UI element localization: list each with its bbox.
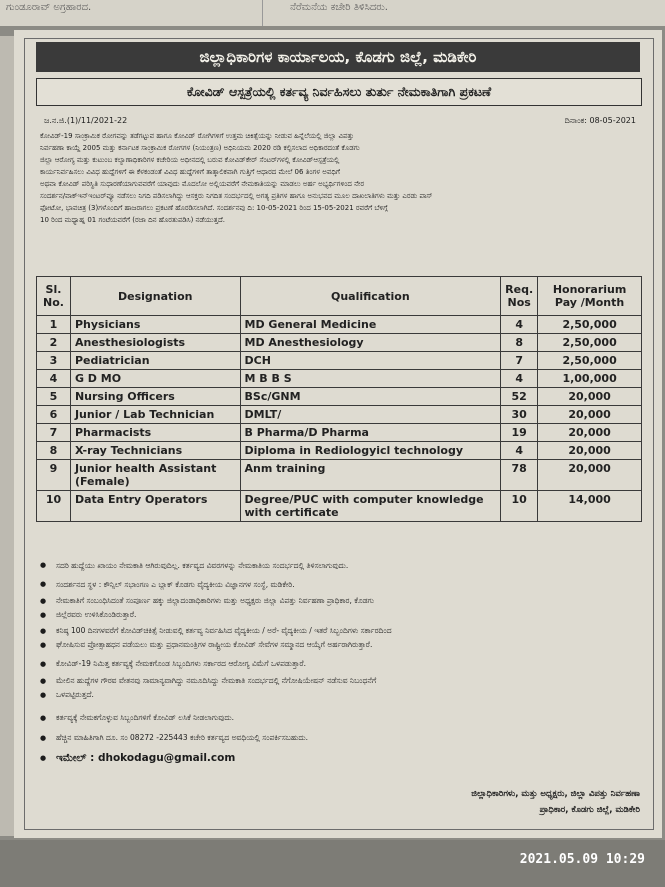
cell-qualification: MD Anesthesiology — [240, 334, 501, 352]
adjacent-text-right: ನೆರೆಮನೆಯ ಕಚೇರಿ ತಿಳಿಸಿದರು. — [290, 2, 388, 13]
cell-designation: G D MO — [70, 370, 240, 388]
cell-qualification: DCH — [240, 352, 501, 370]
table-row — [37, 442, 642, 460]
cell-req: 7 — [501, 352, 538, 370]
cell-qualification: DMLT/ — [240, 406, 501, 424]
cell-qualification: Anm training — [240, 460, 501, 491]
cell-designation: Data Entry Operators — [70, 491, 240, 522]
table-row — [37, 370, 642, 388]
cell-req: 52 — [501, 388, 538, 406]
cell-sl: 10 — [37, 491, 71, 522]
intro-line: ಜಿಲ್ಲಾ ಆರೋಗ್ಯ ಮತ್ತು ಕುಟುಂಬ ಕಲ್ಯಾಣಾಧಿಕಾರಿಗಳ ಕಚೇರಿಯ ಅಧೀನದಲ್ಲಿ ಬರುವ ಕೋವಿಡ್‌ಕೇರ್ ಸೆಂಟರ್‌ಗಳಲ್ಲಿ ಕೋವಿಡ್‌ಆಸ್ಪತ್ರೆಯಲ್ಲಿ — [40, 156, 340, 164]
cell-sl: 7 — [37, 424, 71, 442]
note-item: ● ಮೇಲಿನ ಹುದ್ದೆಗಳ ಗೌರವ ವೇತನವು ಸಾಮಾನ್ಯವಾಗಿದ್ದು ನಮೂದಿಸಿದ್ದು ನೇಮಕಾತಿ ಸಂದರ್ಭದಲ್ಲಿ ನೆಗೋಷಿಯೇಷನ್ ನಡೆಸುವ ನಿಬಂಧನೆಗೆ — [40, 674, 640, 688]
column-divider — [262, 0, 263, 26]
cell-pay: 2,50,000 — [538, 334, 642, 352]
header-honorarium: Honorarium Pay /Month — [538, 277, 642, 316]
signature-line-2: ಪ್ರಾಧಿಕಾರ, ಕೊಡಗು ಜಿಲ್ಲೆ, ಮಡಿಕೇರಿ — [539, 805, 640, 815]
cell-sl: 2 — [37, 334, 71, 352]
photo-timestamp: 2021.05.09 10:29 — [519, 852, 645, 867]
cell-pay: 1,00,000 — [538, 370, 642, 388]
table-row — [37, 424, 642, 442]
header-qualification: Qualification — [240, 277, 501, 316]
note-continuation: ● ಒಳಪಟ್ಟಿರುತ್ತದೆ. — [40, 688, 640, 708]
office-banner: ಜಿಲ್ಲಾಧಿಕಾರಿಗಳ ಕಾರ್ಯಾಲಯ, ಕೊಡಗು ಜಿಲ್ಲೆ, ಮಡಿಕೇರಿ — [36, 42, 640, 72]
table-row — [37, 334, 642, 352]
cell-designation: Pediatrician — [70, 352, 240, 370]
cell-req: 8 — [501, 334, 538, 352]
cell-pay: 20,000 — [538, 388, 642, 406]
cell-pay: 20,000 — [538, 460, 642, 491]
table-row — [37, 460, 642, 491]
notice-subtitle: ಕೋವಿಡ್ ಆಸ್ಪತ್ರೆಯಲ್ಲಿ ಕರ್ತವ್ಯ ನಿರ್ವಹಿಸಲು ತುರ್ತು ನೇಮಕಾತಿಗಾಗಿ ಪ್ರಕಟಣೆ — [36, 78, 642, 106]
table-header-row — [37, 277, 642, 316]
cell-req: 30 — [501, 406, 538, 424]
cell-sl: 1 — [37, 316, 71, 334]
note-item: ● ಹೆಚ್ಚಿನ ಮಾಹಿತಿಗಾಗಿ ದೂ. ಸಂ 08272 -225443 ಕಚೇರಿ ಕರ್ತವ್ಯದ ಅವಧಿಯಲ್ಲಿ ಸಂಪರ್ಕಿಸಬಹುದು. — [40, 728, 640, 748]
cell-pay: 2,50,000 — [538, 316, 642, 334]
note-continuation: ● ಘೋಷಿಸುವ ಪ್ರೋತ್ಸಾಹಧನ ಪಡೆಯಲು ಮತ್ತು ಪ್ರಧಾನಮಂತ್ರಿಗಳ ರಾಷ್ಟ್ರೀಯ ಕೋವಿಡ್ ಸೇವೆಗಳ ಸಮ್ಮಾನದ ಆಯ್ಕೆಗೆ ಅರ್ಹರಾಗಿರುತ್ತಾರೆ. — [40, 638, 640, 654]
adjacent-text-left: ಗುಂಡೂರಾವ್ ಅಗ್ರಹಾರದ. — [6, 2, 92, 13]
cell-sl: 3 — [37, 352, 71, 370]
cell-designation: Junior / Lab Technician — [70, 406, 240, 424]
note-continuation: ● ಜಿಲ್ಲೆರವರು ಉಳಿಸಿಕೊಂಡಿರುತ್ತಾರೆ. — [40, 608, 640, 624]
contact-email: ● ಇಮೇಲ್ : dhokodagu@gmail.com — [40, 748, 640, 768]
table-row — [37, 352, 642, 370]
cell-sl: 6 — [37, 406, 71, 424]
cell-pay: 20,000 — [538, 424, 642, 442]
reference-line — [44, 116, 640, 126]
intro-line: ಅಥವಾ ಕೋವಿಡ್ ಪರಿಸ್ಥಿತಿ ಸುಧಾರಣೆಯಾಗುವವರೆಗೆ ಯಾವುದು ಮೊದಲೋ ಅಲ್ಲಿಯವರೆಗೆ ನೇಮಕಾತಿಯನ್ನು ಮಾಡಲು ಅರ್ಹ ಅಭ್ಯರ್ಥಿಗಳಿಂದ ನೇರ — [40, 180, 365, 188]
table-row — [37, 406, 642, 424]
note-item: ● ಸಂದರ್ಶನದ ಸ್ಥಳ : ಕೌನ್ಸಿಲ್ ಸಭಾಂಗಣ ಎ ಬ್ಲಾಕ್ ಕೊಡಗು ವೈದ್ಯಕೀಯ ವಿಜ್ಞಾನಗಳ ಸಂಸ್ಥೆ, ಮಡಿಕೇರಿ. — [40, 575, 640, 594]
cell-qualification: B Pharma/D Pharma — [240, 424, 501, 442]
cell-sl: 5 — [37, 388, 71, 406]
cell-designation: Anesthesiologists — [70, 334, 240, 352]
adjacent-page-strip — [0, 0, 665, 26]
notes-list — [40, 556, 640, 768]
header-designation: Designation — [70, 277, 240, 316]
signature-line-1: ಜಿಲ್ಲಾಧಿಕಾರಿಗಳು, ಮತ್ತು ಅಧ್ಯಕ್ಷರು, ಜಿಲ್ಲಾ ವಿಪತ್ತು ನಿರ್ವಹಣಾ — [471, 789, 640, 799]
cell-pay: 2,50,000 — [538, 352, 642, 370]
cell-qualification: MD General Medicine — [240, 316, 501, 334]
intro-line: ಕಾರ್ಯನಿರ್ವಹಿಸಲು ವಿವಿಧ ಹುದ್ದೆಗಳಿಗೆ ಈ ಕೆಳಕಂಡಂತೆ ವಿವಿಧ ಹುದ್ದೆಗಳಿಗೆ ತಾತ್ಕಾಲಿಕವಾಗಿ ಗುತ್ತಿಗೆ ಆಧಾರದ ಮೇಲೆ 06 ತಿಂಗಳ ಅವಧಿಗೆ — [40, 168, 340, 176]
cell-qualification: M B B S — [240, 370, 501, 388]
intro-paragraph — [40, 130, 640, 226]
cell-pay: 20,000 — [538, 442, 642, 460]
intro-line: ಫೋಟೋ, ಭಾವಚಿತ್ರ (3)ಗಳೊಂದಿಗೆ ಹಾಜರಾಗಲು ಪ್ರಕಟಣೆ ಹೊರಡಿಸಲಾಗಿದೆ. ಸಂದರ್ಶನವು ದಿ: 10-05-2021 ರಿಂದ 15-05-2021 ರವರೆಗೆ ಬೆಳಿಗ್ಗೆ — [40, 204, 388, 212]
cell-req: 4 — [501, 370, 538, 388]
reference-number: ಜ.ನ.ಜಿ.(1)/11/2021-22 — [44, 116, 128, 125]
cell-req: 78 — [501, 460, 538, 491]
cell-designation: Pharmacists — [70, 424, 240, 442]
note-item: ● ಕನಿಷ್ಠ 100 ದಿನಗಳವರೆಗೆ ಕೋವಿಡ್‌ಚಿಕಿತ್ಸೆ ನೀಡುವಲ್ಲಿ ಕರ್ತವ್ಯ ನಿರ್ವಹಿಸಿದ ವೈದ್ಯಕೀಯ / ಅರೆ- ವೈದ್ಯಕೀಯ / ಇತರೆ ಸಿಬ್ಬಂದಿಗಳು ಸರ್ಕಾರದಿಂದ — [40, 624, 640, 638]
adjacent-page-edge — [0, 36, 14, 836]
table-row — [37, 388, 642, 406]
cell-qualification: Degree/PUC with computer knowledge with certificate — [240, 491, 501, 522]
cell-qualification: BSc/GNM — [240, 388, 501, 406]
cell-pay: 20,000 — [538, 406, 642, 424]
cell-designation: X-ray Technicians — [70, 442, 240, 460]
notice-date: ದಿನಾಂಕ: 08-05-2021 — [564, 116, 636, 125]
cell-designation: Nursing Officers — [70, 388, 240, 406]
cell-sl: 8 — [37, 442, 71, 460]
note-item: ● ನೇಮಕಾತಿಗೆ ಸಂಬಂಧಿಸಿದಂತೆ ಸಂಪೂರ್ಣ ಹಕ್ಕು ಜಿಲ್ಲಾದಂಡಾಧಿಕಾರಿಗಳು ಮತ್ತು ಅಧ್ಯಕ್ಷರು ಜಿಲ್ಲಾ ವಿಪತ್ತು ನಿರ್ವಹಣಾ ಪ್ರಾಧಿಕಾರ, ಕೊಡಗು — [40, 594, 640, 608]
cell-req: 4 — [501, 316, 538, 334]
intro-line: ಸಂದರ್ಶನ/ವಾಕ್‌ಇನ್‌ಇಂಟರ್‌ವ್ಯೂ ನಡೆಸಲು ನಿಗದಿ ಪಡಿಸಲಾಗಿದ್ದು ಆಸಕ್ತರು ನಿಗದಿತ ಸಂದರ್ಭದಲ್ಲಿ ಅಗತ್ಯ ಪ್ರತಿಗಳ ಹಾಗೂ ಅನುಭವದ ಮೂಲ ದಾಖಲಾತಿಗಳು ಮತ್ತು ಎರಡು ಪಾಸ್ — [40, 192, 433, 200]
cell-qualification: Diploma in Rediologyicl technology — [240, 442, 501, 460]
cell-sl: 9 — [37, 460, 71, 491]
table-row — [37, 491, 642, 522]
intro-line: ಕೋವಿಡ್-19 ಸಾಂಕ್ರಾಮಿಕ ರೋಗವನ್ನು ತಡೆಗಟ್ಟುವ ಹಾಗೂ ಕೋವಿಡ್ ರೋಗಿಗಳಿಗೆ ಉತ್ತಮ ಚಿಕಿತ್ಸೆಯನ್ನು ನೀಡುವ ಹಿನ್ನೆಲೆಯಲ್ಲಿ ಜಿಲ್ಲಾ ವಿಪತ್ತು — [40, 132, 354, 140]
intro-line: ನಿರ್ವಹಣಾ ಕಾಯ್ದೆ 2005 ಮತ್ತು ಕರ್ನಾಟಕ ಸಾಂಕ್ರಾಮಿಕ ರೋಗಗಳ (ನಿಯಂತ್ರಣ) ಅಧಿನಿಯಮ 2020 ರಡಿ ಕಲ್ಪಿಸಲಾದ ಅಧಿಕಾರದಂತೆ ಕೊಡಗು — [40, 144, 360, 152]
note-item: ● ಸದರಿ ಹುದ್ದೆಯು ಖಾಯಂ ನೇಮಕಾತಿ ಆಗಿರುವುದಿಲ್ಲ. ಕರ್ತವ್ಯದ ವಿವರಗಳನ್ನು ನೇಮಕಾತಿಯ ಸಂದರ್ಭದಲ್ಲಿ ತಿಳಿಸಲಾಗುವುದು. — [40, 556, 640, 575]
signature-block — [360, 786, 640, 818]
cell-designation: Physicians — [70, 316, 240, 334]
cell-designation: Junior health Assistant (Female) — [70, 460, 240, 491]
note-item: ● ಕೋವಿಡ್-19 ನಿಮಿತ್ತ ಕರ್ತವ್ಯಕ್ಕೆ ನೇಮಕಗೊಂಡ ಸಿಬ್ಬಂದಿಗಳು ಸರ್ಕಾರದ ಆರೋಗ್ಯ ವಿಮೆಗೆ ಒಳಪಡುತ್ತಾರೆ. — [40, 654, 640, 674]
header-sl-no: Sl. No. — [37, 277, 71, 316]
note-item: ● ಕರ್ತವ್ಯಕ್ಕೆ ನೇಮಕಗೊಳ್ಳುವ ಸಿಬ್ಬಂದಿಗಳಿಗೆ ಕೋವಿಡ್ ಲಸಿಕೆ ನೀಡಲಾಗುವುದು. — [40, 708, 640, 728]
cell-pay: 14,000 — [538, 491, 642, 522]
cell-req: 10 — [501, 491, 538, 522]
cell-req: 4 — [501, 442, 538, 460]
cell-sl: 4 — [37, 370, 71, 388]
intro-line: 10 ರಿಂದ ಮಧ್ಯಾಹ್ನ 01 ಗಂಟೆಯವರೆಗೆ (ರಜಾ ದಿನ ಹೊರತುಪಡಿಸಿ) ನಡೆಯುತ್ತದೆ. — [40, 216, 225, 224]
table-row — [37, 316, 642, 334]
cell-req: 19 — [501, 424, 538, 442]
vacancy-table — [36, 276, 642, 522]
header-req-nos: Req. Nos — [501, 277, 538, 316]
